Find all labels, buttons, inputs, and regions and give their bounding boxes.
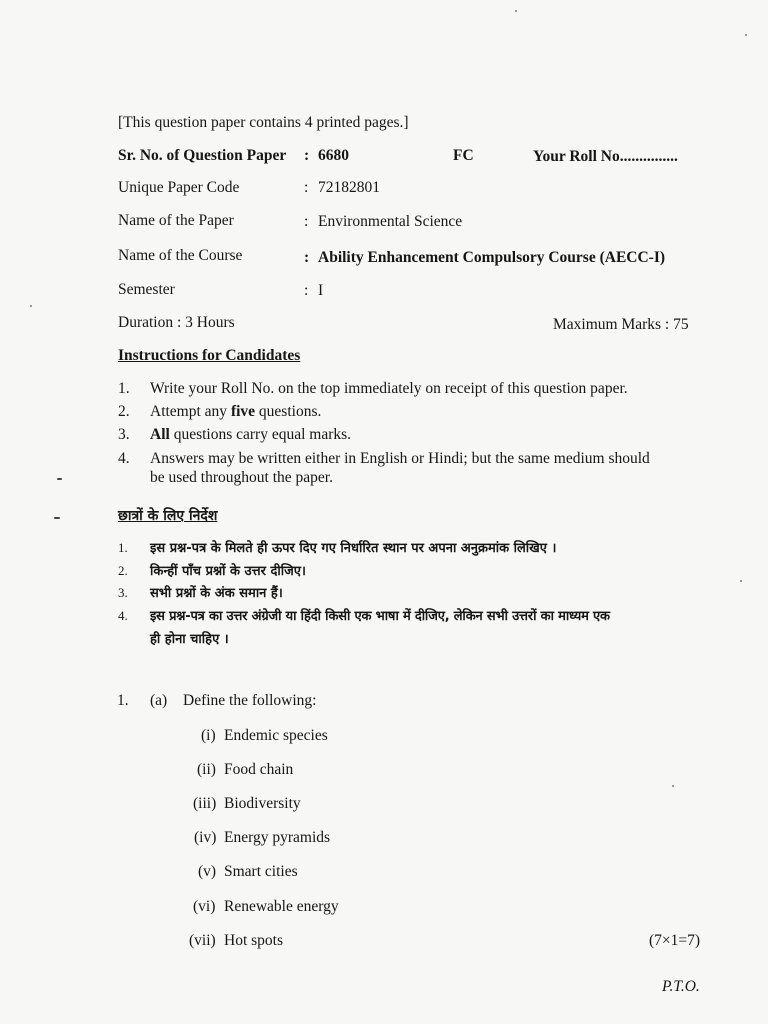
hindi-instruction-text: सभी प्रश्नों के अंक समान हैं। xyxy=(150,586,283,601)
sub-item-number: (iii) xyxy=(193,795,217,812)
instruction-text-line2: be used throughout the paper. xyxy=(150,469,333,486)
instructions-heading: Instructions for Candidates xyxy=(118,347,301,364)
duration: Duration : 3 Hours xyxy=(118,314,235,331)
scan-speck xyxy=(672,785,674,787)
scan-mark xyxy=(57,478,62,480)
sub-item-text: Food chain xyxy=(224,761,294,778)
question-number: 1. xyxy=(117,692,129,709)
sub-item-number: (iv) xyxy=(194,829,217,846)
instruction-number: 3. xyxy=(118,426,130,443)
instruction-number: 4. xyxy=(118,450,130,467)
sub-item-text: Energy pyramids xyxy=(224,829,331,846)
instruction-text-line1: Answers may be written either in English or Hindi; but the same medium should xyxy=(150,450,650,467)
question-marks: (7×1=7) xyxy=(649,932,701,949)
sub-item-number: (vii) xyxy=(189,932,216,949)
code-colon: : xyxy=(304,179,309,196)
scan-speck xyxy=(745,34,747,36)
paper-colon: : xyxy=(304,213,309,230)
sub-item-number: (vi) xyxy=(193,898,216,915)
sub-item-text: Biodiversity xyxy=(224,795,301,812)
scan-speck xyxy=(30,305,32,307)
question-prompt: Define the following: xyxy=(183,692,317,709)
semester-value: I xyxy=(318,282,324,299)
course-colon: : xyxy=(304,249,310,266)
hindi-instruction-text-line2: ही होना चाहिए । xyxy=(150,632,229,647)
hindi-instruction-number: 4. xyxy=(118,608,128,623)
scan-speck xyxy=(515,10,517,12)
sub-item-number: (v) xyxy=(198,863,217,880)
instruction-number: 1. xyxy=(118,380,130,397)
hindi-instruction-number: 3. xyxy=(118,585,128,600)
instruction-text: Attempt any five questions. xyxy=(150,403,322,420)
paper-value: Environmental Science xyxy=(318,213,463,230)
question-part: (a) xyxy=(150,692,168,709)
sub-item-text: Endemic species xyxy=(224,727,328,744)
hindi-instruction-text: इस प्रश्न-पत्र के मिलते ही ऊपर दिए गए निर्धारित स्थान पर अपना अनुक्रमांक लिखिए । xyxy=(150,541,557,556)
course-value: Ability Enhancement Compulsory Course (AECC-I) xyxy=(318,249,666,266)
hindi-instructions-heading: छात्रों के लिए निर्देश xyxy=(118,508,218,524)
sub-item-text: Renewable energy xyxy=(224,898,339,915)
hindi-instruction-number: 2. xyxy=(118,563,128,578)
sub-item-text: Smart cities xyxy=(224,863,298,880)
code-value: 72182801 xyxy=(318,179,380,196)
instruction-text: All questions carry equal marks. xyxy=(150,426,352,443)
hindi-instruction-text-line1: इस प्रश्न-पत्र का उत्तर अंग्रेजी या हिंदी किसी एक भाषा में दीजिए, लेकिन सभी उत्तरों का माध्यम एक xyxy=(150,609,610,624)
maximum-marks: Maximum Marks : 75 xyxy=(553,316,689,333)
serial-value: 6680 xyxy=(318,147,349,164)
hindi-instruction-number: 1. xyxy=(118,540,128,555)
instruction-number: 2. xyxy=(118,403,130,420)
sub-item-number: (i) xyxy=(201,727,216,744)
serial-label: Sr. No. of Question Paper xyxy=(118,147,287,164)
please-turn-over: P.T.O. xyxy=(662,978,700,995)
paper-label: Name of the Paper xyxy=(118,212,234,229)
semester-label: Semester xyxy=(118,281,175,298)
serial-colon: : xyxy=(304,147,310,164)
serial-code: FC xyxy=(453,147,474,164)
sub-item-text: Hot spots xyxy=(224,932,283,949)
page-count-note: [This question paper contains 4 printed pages.] xyxy=(118,114,409,131)
hindi-instruction-text: किन्हीं पाँच प्रश्नों के उत्तर दीजिए। xyxy=(150,564,306,579)
roll-number-field: Your Roll No............... xyxy=(533,148,678,165)
scan-mark xyxy=(54,517,60,519)
semester-colon: : xyxy=(304,282,309,299)
scan-speck xyxy=(740,580,742,582)
course-label: Name of the Course xyxy=(118,247,243,264)
sub-item-number: (ii) xyxy=(197,761,216,778)
code-label: Unique Paper Code xyxy=(118,179,240,196)
instruction-text: Write your Roll No. on the top immediately on receipt of this question paper. xyxy=(150,380,628,397)
